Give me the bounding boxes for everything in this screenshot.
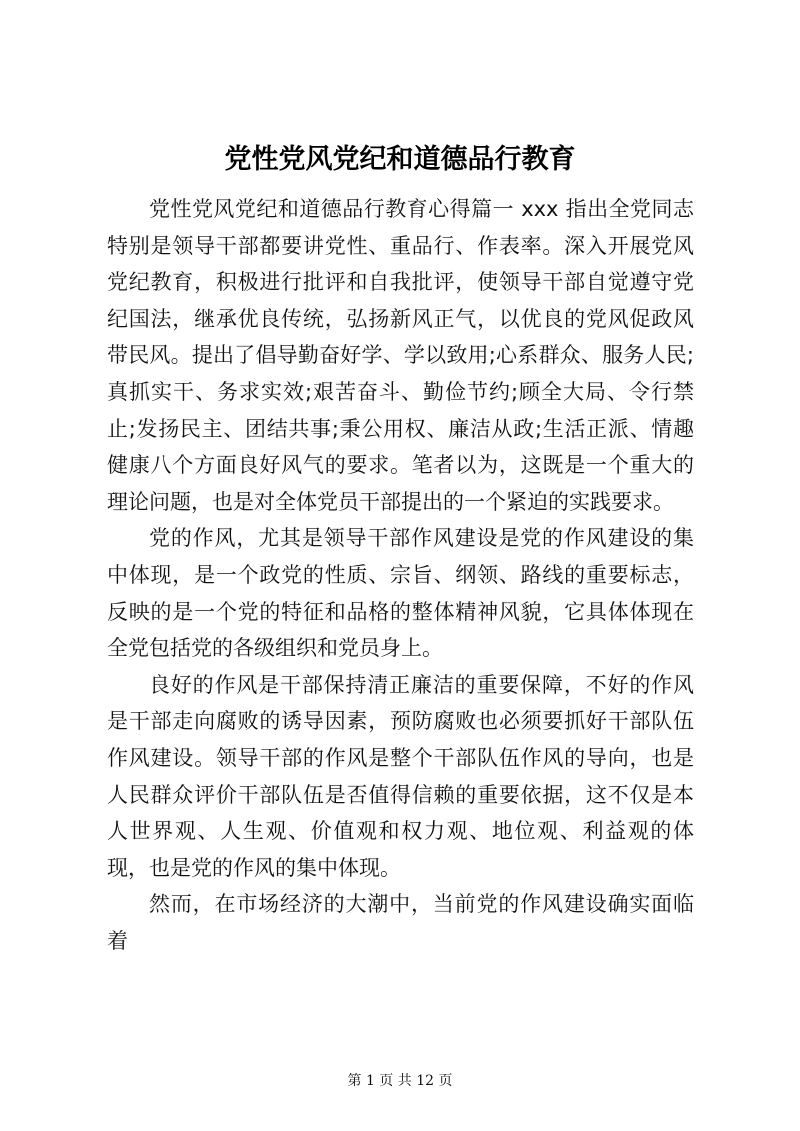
page-number-footer: 第 1 页 共 12 页 — [347, 1073, 453, 1089]
document-title: 党性党风党纪和道德品行教育 — [224, 144, 576, 175]
paragraph-1: 党性党风党纪和道德品行教育心得篇一 xxx 指出全党同志特别是领导干部都要讲党性、重品行、作表率。深入开展党风党纪教育，积极进行批评和自我批评，使领导干部自觉遵守党纪国法，继承优良传统，弘扬新风正气，以优良的党风促政风带民风。提出了倡导勤奋好学、学以致用;心系群众、服务人民;真抓实干、务求实效;艰苦奋斗、勤俭节约;顾全大局、令行禁止;发扬民主、团结共事;秉公用权、廉洁从政;生活正派、情趣健康八个方面良好风气的要求。笔者以为，这既是一个重大的理论问题，也是对全体党员干部提出的一个紧迫的实践要求。 — [107, 197, 694, 514]
paragraph-3: 良好的作风是干部保持清正廉洁的重要保障，不好的作风是干部走向腐败的诱导因素，预防腐败也必须要抓好干部队伍作风建设。领导干部的作风是整个干部队伍作风的导向，也是人民群众评价干部队伍是否值得信赖的重要依据，这不仅是本人世界观、人生观、价值观和权力观、地位观、利益观的体现，也是党的作风的集中体现。 — [107, 672, 694, 880]
paragraph-2: 党的作风，尤其是领导干部作风建设是党的作风建设的集中体现，是一个政党的性质、宗旨、纲领、路线的重要标志，反映的是一个党的特征和品格的整体精神风貌，它具体体现在全党包括党的各级组织和党员身上。 — [107, 526, 694, 661]
paragraph-4: 然而，在市场经济的大潮中，当前党的作风建设确实面临着 — [107, 892, 694, 953]
document-body — [107, 191, 694, 959]
